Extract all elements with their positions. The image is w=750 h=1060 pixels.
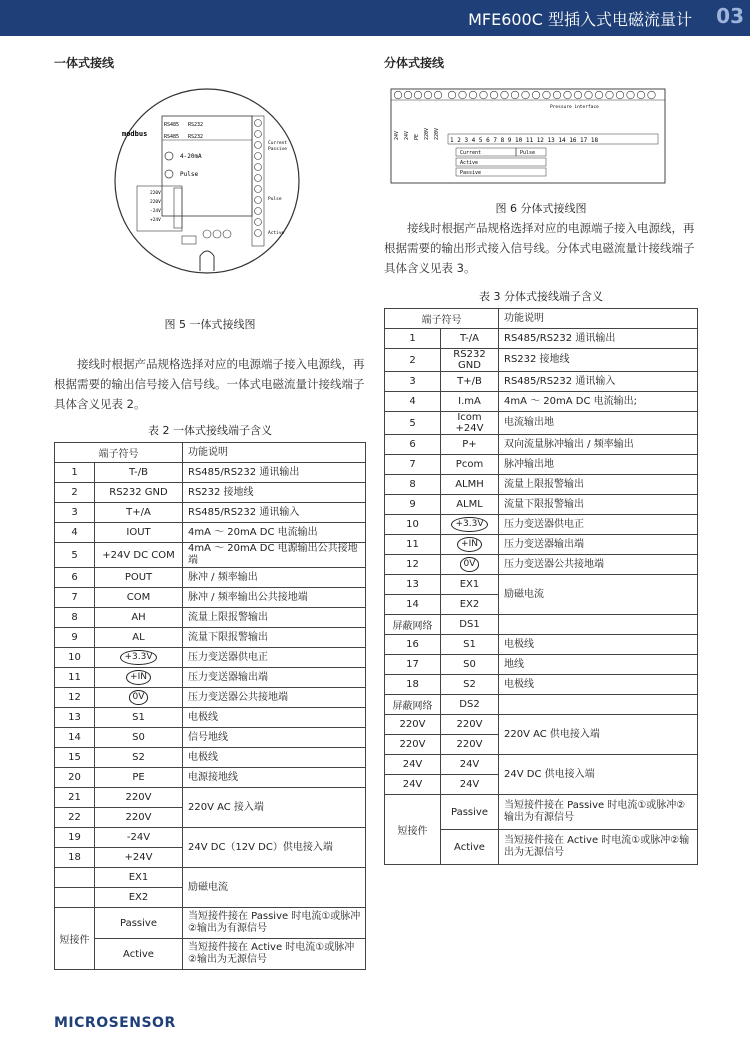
cell-desc: RS485/RS232 通讯输入: [499, 372, 698, 392]
cell-symbol: Icom +24V: [441, 412, 499, 435]
cell-no: 7: [385, 455, 441, 475]
table-row: [55, 939, 366, 970]
cell-no: 17: [385, 655, 441, 675]
cell-symbol: P+: [441, 435, 499, 455]
terminal-screw: [448, 91, 456, 99]
pulse2-label: Pulse: [268, 197, 282, 202]
cell-desc: 脉冲 / 频率输出: [183, 568, 366, 588]
terminal-screw: [459, 91, 467, 99]
short-desc: 当短接件接在 Passive 时电流①或脉冲②输出为有源信号: [499, 795, 698, 830]
cell-symbol: ALML: [441, 495, 499, 515]
cell-no: 16: [385, 635, 441, 655]
cell-symbol: IOUT: [95, 523, 183, 543]
cell-symbol: [95, 648, 183, 668]
cell-no: 8: [385, 475, 441, 495]
table-row: [55, 543, 366, 568]
cell-no: 2: [55, 483, 95, 503]
dc-symbol: 24V: [441, 755, 499, 775]
short-symbol: Passive: [95, 908, 183, 939]
cell-symbol: +24V DC COM: [95, 543, 183, 568]
r-v220b-label: 220V: [434, 127, 440, 140]
ac-desc: 220V AC 供电接入端: [499, 715, 698, 755]
r-passive-label: Passive: [460, 170, 482, 176]
ac-symbol: 220V: [441, 715, 499, 735]
table-row: [385, 655, 698, 675]
terminal-screw: [627, 91, 635, 99]
terminal-screw: [490, 91, 498, 99]
integrated-terminal-table: [54, 442, 366, 970]
dc-desc: 24V DC 供电接入端: [499, 755, 698, 795]
cell-symbol: AL: [95, 628, 183, 648]
short-desc: 当短接件接在 Active 时电流①或脉冲②输出为无源信号: [183, 939, 366, 970]
cell-desc: 压力变送器供电正: [183, 648, 366, 668]
cell-symbol: S1: [441, 635, 499, 655]
cell-no: 4: [385, 392, 441, 412]
header-title: MFE600C 型插入式电磁流量计: [468, 10, 692, 29]
dc-no: 19: [55, 828, 95, 848]
cell-desc: RS232 接地线: [499, 349, 698, 372]
split-terminal-table: [384, 308, 698, 865]
pulse-label: Pulse: [180, 171, 199, 178]
cell-no: 11: [55, 668, 95, 688]
integrated-wiring-diagram: [112, 86, 302, 276]
table-row: [385, 435, 698, 455]
table-row: [385, 755, 698, 775]
ex-symbol: EX2: [441, 595, 499, 615]
cell-no: 10: [55, 648, 95, 668]
circled-symbol: 0V: [460, 557, 480, 572]
terminal-screw: [606, 91, 614, 99]
dc-symbol: 24V: [441, 775, 499, 795]
table-row: [55, 688, 366, 708]
terminal-screw: [404, 91, 412, 99]
header-symbol: 端子符号: [385, 309, 499, 329]
table-row: [55, 463, 366, 483]
cell-symbol: S0: [441, 655, 499, 675]
cell-desc: 压力变送器供电正: [499, 515, 698, 535]
ex-symbol: EX1: [95, 868, 183, 888]
terminal-screw: [648, 91, 656, 99]
terminal-screw: [511, 91, 519, 99]
right-table-caption: 表 3 分体式接线端子含义: [479, 290, 603, 303]
table-row: [385, 795, 698, 830]
cell-desc: 电极线: [183, 708, 366, 728]
table-row: [385, 349, 698, 372]
cell-desc: [499, 615, 698, 635]
cell-desc: 电极线: [499, 675, 698, 695]
terminal-screw: [543, 91, 551, 99]
cell-no: 20: [55, 768, 95, 788]
cell-desc: RS232 接地线: [183, 483, 366, 503]
ex-desc: 励磁电流: [183, 868, 366, 908]
cell-no: 2: [385, 349, 441, 372]
r-v24a-label: 24V: [394, 130, 400, 140]
v220a-label: 220V: [150, 191, 161, 196]
cell-desc: 双向流量脉冲输出 / 频率输出: [499, 435, 698, 455]
cell-desc: 脉冲输出地: [499, 455, 698, 475]
table-row: [55, 768, 366, 788]
cell-symbol: [95, 668, 183, 688]
cell-symbol: T+/A: [95, 503, 183, 523]
right-section-title: 分体式接线: [384, 56, 445, 70]
short-symbol: Active: [441, 830, 499, 865]
cell-no: 5: [55, 543, 95, 568]
circled-symbol: +IN: [457, 537, 482, 552]
cell-no: 9: [55, 628, 95, 648]
circled-symbol: +IN: [126, 670, 151, 685]
r-pulse-label: Pulse: [520, 150, 536, 156]
cell-desc: 4mA ～ 20mA DC 电流输出: [183, 523, 366, 543]
rs232b-label: RS232: [188, 134, 204, 140]
modbus-label: modbus: [122, 130, 148, 138]
cell-desc: 脉冲 / 频率输出公共接地端: [183, 588, 366, 608]
table-row: [385, 412, 698, 435]
cell-desc: 4mA ～ 20mA DC 电源输出公共接地端: [183, 543, 366, 568]
right-paragraph: 接线时根据产品规格选择对应的电源端子接入电源线，再根据需要的输出形式接入信号线。分体式电磁流量计接线端子具体含义见表 3。: [384, 221, 695, 275]
table-row: [385, 392, 698, 412]
cell-no: 7: [55, 588, 95, 608]
cell-desc: 地线: [499, 655, 698, 675]
dc-symbol: +24V: [95, 848, 183, 868]
ac-no: 220V: [385, 715, 441, 735]
left-table-caption: 表 2 一体式接线端子含义: [148, 424, 272, 437]
cell-desc: RS485/RS232 通讯输出: [183, 463, 366, 483]
cell-desc: 压力变送器公共接地端: [183, 688, 366, 708]
terminal-screw: [532, 91, 540, 99]
cell-no: 12: [55, 688, 95, 708]
table-row: [385, 535, 698, 555]
cell-symbol: COM: [95, 588, 183, 608]
r-v24b-label: 24V: [404, 130, 410, 140]
ac-symbol: 220V: [95, 808, 183, 828]
short-desc: 当短接件接在 Passive 时电流①或脉冲②输出为有源信号: [183, 908, 366, 939]
cell-desc: 电流输出地: [499, 412, 698, 435]
terminal-screw: [595, 91, 603, 99]
table-row: [385, 455, 698, 475]
ac-desc: 220V AC 接入端: [183, 788, 366, 828]
cell-symbol: RS232 GND: [441, 349, 499, 372]
left-paragraph: 接线时根据产品规格选择对应的电源端子接入电源线，再根据需要的输出信号接入信号线。一体式电磁流量计接线端子具体含义见表 2。: [54, 357, 365, 411]
cell-no: 1: [385, 329, 441, 349]
table-row: [55, 788, 366, 808]
p24-label: +24V: [150, 218, 161, 223]
active-label: Active: [268, 231, 285, 236]
dc-symbol: -24V: [95, 828, 183, 848]
ex-desc: 励磁电流: [499, 575, 698, 615]
rs485-label: RS485: [164, 122, 180, 128]
current-label: Current: [268, 141, 287, 146]
table-row: [55, 728, 366, 748]
table-row: [55, 868, 366, 888]
header-symbol: 端子符号: [55, 443, 183, 463]
terminal-screw: [574, 91, 582, 99]
cell-no: 屏蔽网络: [385, 695, 441, 715]
table-row: [385, 675, 698, 695]
table-row: [385, 695, 698, 715]
short-symbol: Passive: [441, 795, 499, 830]
ac-no: 22: [55, 808, 95, 828]
cell-desc: 流量上限报警输出: [499, 475, 698, 495]
cell-symbol: RS232 GND: [95, 483, 183, 503]
cell-symbol: [441, 555, 499, 575]
cell-no: 15: [55, 748, 95, 768]
table-row: [385, 372, 698, 392]
table-row: [385, 329, 698, 349]
table-row: [385, 575, 698, 595]
cell-no: 3: [55, 503, 95, 523]
cell-symbol: T-/B: [95, 463, 183, 483]
ex-symbol: EX2: [95, 888, 183, 908]
ac-no: 220V: [385, 735, 441, 755]
left-section-title: 一体式接线: [54, 56, 115, 70]
cell-symbol: POUT: [95, 568, 183, 588]
terminal-screw: [501, 91, 509, 99]
cell-symbol: DS2: [441, 695, 499, 715]
cell-symbol: PE: [95, 768, 183, 788]
table-row: [55, 628, 366, 648]
table-row: [385, 635, 698, 655]
terminal-screw: [424, 91, 432, 99]
cell-desc: 信号地线: [183, 728, 366, 748]
ex-no: 14: [385, 595, 441, 615]
cell-no: 18: [385, 675, 441, 695]
table-row: [385, 495, 698, 515]
terminal-screw: [585, 91, 593, 99]
table-row: [55, 668, 366, 688]
table-row: [385, 615, 698, 635]
terminal-screw: [522, 91, 530, 99]
cell-no: 12: [385, 555, 441, 575]
cell-no: 10: [385, 515, 441, 535]
dc-desc: 24V DC（12V DC）供电接入端: [183, 828, 366, 868]
terminal-screw: [616, 91, 624, 99]
table-row: [385, 555, 698, 575]
header-function: 功能说明: [499, 309, 698, 329]
microsensor-logo: MICROSENSOR: [54, 1015, 176, 1031]
right-figure-caption: 图 6 分体式接线图: [495, 202, 587, 215]
cell-no: 9: [385, 495, 441, 515]
table-header-row: [55, 443, 366, 463]
cell-symbol: S0: [95, 728, 183, 748]
left-figure-caption: 图 5 一体式接线图: [164, 318, 256, 331]
ex-symbol: EX1: [441, 575, 499, 595]
cell-symbol: [441, 515, 499, 535]
cell-desc: [499, 695, 698, 715]
cell-symbol: I.mA: [441, 392, 499, 412]
cell-no: 14: [55, 728, 95, 748]
cell-desc: RS485/RS232 通讯输入: [183, 503, 366, 523]
terminal-screw: [394, 91, 402, 99]
circled-symbol: 0V: [129, 690, 149, 705]
dc-no: 24V: [385, 755, 441, 775]
dc-no: 18: [55, 848, 95, 868]
table-row: [55, 588, 366, 608]
r-pe-label: PE: [414, 133, 420, 140]
cell-desc: 压力变送器输出端: [499, 535, 698, 555]
table-row: [55, 523, 366, 543]
table-row: [55, 648, 366, 668]
short-symbol: Active: [95, 939, 183, 970]
terminal-screw: [434, 91, 442, 99]
ac-symbol: 220V: [95, 788, 183, 808]
r-current-label: Current: [460, 150, 482, 156]
table-row: [55, 503, 366, 523]
cell-no: 3: [385, 372, 441, 392]
cell-no: 屏蔽网络: [385, 615, 441, 635]
r-pressure-label: Pressure interface: [550, 105, 599, 110]
cell-desc: 4mA ～ 20mA DC 电流输出;: [499, 392, 698, 412]
header-function: 功能说明: [183, 443, 366, 463]
table-row: [55, 568, 366, 588]
circled-symbol: +3.3V: [120, 650, 156, 665]
short-label: 短接件: [55, 908, 95, 970]
cell-desc: 流量上限报警输出: [183, 608, 366, 628]
cell-no: 4: [55, 523, 95, 543]
cell-desc: RS485/RS232 通讯输出: [499, 329, 698, 349]
cell-desc: 压力变送器公共接地端: [499, 555, 698, 575]
cell-no: 5: [385, 412, 441, 435]
cell-desc: 电极线: [499, 635, 698, 655]
table-row: [55, 708, 366, 728]
split-wiring-diagram: [390, 88, 666, 184]
table-row: [385, 515, 698, 535]
ex-no: 13: [385, 575, 441, 595]
page-number: 03: [716, 4, 744, 28]
cell-desc: 压力变送器输出端: [183, 668, 366, 688]
short-desc: 当短接件接在 Active 时电流①或脉冲②输出为无源信号: [499, 830, 698, 865]
terminal-screw: [553, 91, 561, 99]
cell-symbol: ALMH: [441, 475, 499, 495]
rs232-label: RS232: [188, 122, 204, 128]
r-v220a-label: 220V: [424, 127, 430, 140]
table-header-row: [385, 309, 698, 329]
cell-symbol: [95, 688, 183, 708]
header-bar: [0, 0, 750, 36]
terminal-screw: [414, 91, 422, 99]
terminal-screw: [637, 91, 645, 99]
cell-desc: 流量下限报警输出: [499, 495, 698, 515]
cell-symbol: S1: [95, 708, 183, 728]
cell-symbol: S2: [95, 748, 183, 768]
cell-no: 6: [385, 435, 441, 455]
short-label: 短接件: [385, 795, 441, 865]
terminal-screw: [564, 91, 572, 99]
terminal-screw: [480, 91, 488, 99]
table-row: [385, 715, 698, 735]
v220b-label: 220V: [150, 200, 161, 205]
cell-no: 11: [385, 535, 441, 555]
cell-desc: 流量下限报警输出: [183, 628, 366, 648]
ac-no: 21: [55, 788, 95, 808]
circled-symbol: +3.3V: [451, 517, 487, 532]
r-terminal-numbers: 1 2 3 4 5 6 7 8 9 10 11 12 13 14 16 17 18: [450, 137, 599, 144]
cell-symbol: [441, 535, 499, 555]
rs485b-label: RS485: [164, 134, 180, 140]
cell-symbol: T-/A: [441, 329, 499, 349]
r-active-label: Active: [460, 160, 479, 166]
table-row: [385, 475, 698, 495]
cell-desc: 电极线: [183, 748, 366, 768]
cell-symbol: T+/B: [441, 372, 499, 392]
table-row: [55, 908, 366, 939]
cell-no: 6: [55, 568, 95, 588]
cell-symbol: DS1: [441, 615, 499, 635]
table-row: [55, 828, 366, 848]
m24-label: -24V: [150, 209, 161, 214]
cell-no: 8: [55, 608, 95, 628]
table-row: [55, 748, 366, 768]
cell-no: 13: [55, 708, 95, 728]
table-row: [55, 483, 366, 503]
cell-symbol: Pcom: [441, 455, 499, 475]
dc-no: 24V: [385, 775, 441, 795]
ac-symbol: 220V: [441, 735, 499, 755]
cell-symbol: S2: [441, 675, 499, 695]
cell-no: 1: [55, 463, 95, 483]
cell-desc: 电源接地线: [183, 768, 366, 788]
terminal-screw: [469, 91, 477, 99]
cell-symbol: AH: [95, 608, 183, 628]
table-row: [55, 608, 366, 628]
passive-label: Passive: [268, 147, 287, 152]
ma-label: 4-20mA: [180, 153, 202, 160]
